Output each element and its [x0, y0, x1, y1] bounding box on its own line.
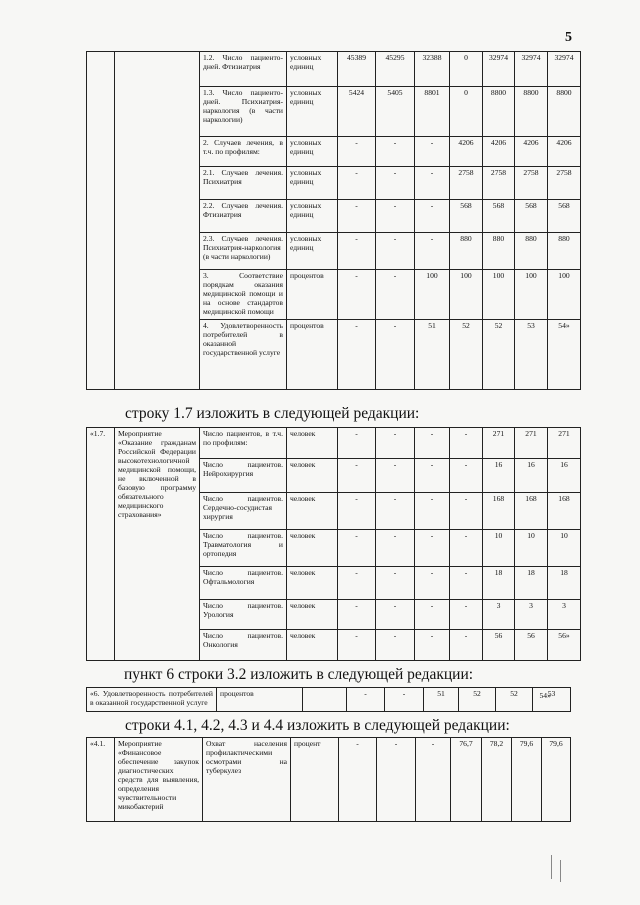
value-cell: -: [450, 428, 483, 459]
value-cell: 16: [483, 459, 515, 493]
value-cell: -: [338, 200, 376, 233]
value-cell: 4206: [515, 137, 548, 167]
value-cell: 271: [548, 428, 581, 459]
value-cell: 568: [548, 200, 581, 233]
value-cell: -: [347, 688, 385, 712]
value-cell: -: [415, 630, 450, 661]
value-cell: 168: [515, 493, 548, 530]
unit-cell: процентов: [217, 688, 303, 712]
value-cell: -: [376, 600, 415, 630]
value-cell: -: [338, 233, 376, 270]
row-3-2-item-6-table: «6. Удовлетворенность потребителей в оказанной государственной услуге процентов - - 51 52 52 53 54»: [86, 687, 571, 712]
indicators-table-continued: [86, 51, 581, 390]
value-cell: -: [450, 600, 483, 630]
value-cell: -: [338, 137, 376, 167]
page-number: 5: [565, 30, 572, 45]
event-name: Мероприятие «Финансовое обеспечение закупок диагностических средств для выявления, определения чувствительности микобактерий: [115, 738, 203, 822]
value-cell: 100: [450, 270, 483, 320]
value-cell: -: [338, 319, 376, 389]
value-cell: -: [415, 600, 450, 630]
value-cell: 880: [483, 233, 515, 270]
value-cell: 32974: [548, 52, 581, 87]
value-cell: 2758: [515, 167, 548, 200]
value-cell: -: [338, 630, 376, 661]
indicator-label: Число пациентов, в т.ч. по профилям:: [200, 428, 287, 459]
value-cell: 32388: [415, 52, 450, 87]
value-cell: -: [338, 530, 376, 567]
unit-cell: процентов: [287, 270, 338, 320]
value-cell: 0: [450, 52, 483, 87]
value-cell: -: [339, 738, 377, 822]
value-cell: -: [377, 738, 416, 822]
value-cell: -: [415, 530, 450, 567]
indicator-label: 2.3. Случаев лечения. Психиатрия-наркология (в части наркологии): [200, 233, 287, 270]
value-cell: 56: [515, 630, 548, 661]
value-cell: 53: [515, 319, 548, 389]
value-cell: -: [376, 630, 415, 661]
unit-cell: условных единиц: [287, 52, 338, 87]
value-cell: 45389: [338, 52, 376, 87]
value-cell: 10: [483, 530, 515, 567]
indicator-label: Число пациентов. Офтальмология: [200, 567, 287, 600]
value-cell: 4206: [483, 137, 515, 167]
value-cell: 45295: [376, 52, 415, 87]
value-cell: 2758: [483, 167, 515, 200]
value-cell: 271: [483, 428, 515, 459]
margin-mark: [551, 855, 552, 879]
event-name: Мероприятие «Оказание гражданам Российской Федерации высокотехнологичной медицинской помощи, не включенной в базовую программу обязательного медицинского страхования»: [115, 428, 200, 661]
value-cell: 56: [483, 630, 515, 661]
indicator-label: Число пациентов. Онкология: [200, 630, 287, 661]
value-cell: -: [415, 428, 450, 459]
value-cell: 4206: [548, 137, 581, 167]
unit-cell: человек: [287, 600, 338, 630]
value-cell: -: [376, 530, 415, 567]
rows-4-table: [86, 737, 571, 822]
unit-cell: человек: [287, 567, 338, 600]
value-cell: -: [376, 137, 415, 167]
value-cell: -: [338, 567, 376, 600]
value-cell: 568: [483, 200, 515, 233]
value-cell: 8800: [548, 87, 581, 137]
indicator-label: 2.1. Случаев лечения. Психиатрия: [200, 167, 287, 200]
unit-cell: человек: [287, 493, 338, 530]
value-cell: 5405: [376, 87, 415, 137]
value-cell: 3: [515, 600, 548, 630]
value-cell: 4206: [450, 137, 483, 167]
value-cell: 53: [533, 688, 571, 712]
value-cell: 100: [548, 270, 581, 320]
value-cell: 568: [450, 200, 483, 233]
value-cell: 32974: [515, 52, 548, 87]
indicator-label: Число пациентов. Сердечно-сосудистая хирургия: [200, 493, 287, 530]
value-cell: -: [376, 233, 415, 270]
value-cell: -: [415, 200, 450, 233]
value-cell: -: [376, 459, 415, 493]
value-cell: -: [376, 567, 415, 600]
value-cell: 0: [450, 87, 483, 137]
unit-cell: человек: [287, 530, 338, 567]
value-cell: 880: [515, 233, 548, 270]
row-number: «4.1.: [87, 738, 115, 822]
value-cell: 52: [450, 319, 483, 389]
value-cell: -: [376, 167, 415, 200]
value-cell: 16: [515, 459, 548, 493]
indicator-label: Охват населения профилактическими осмотрами на туберкулез: [203, 738, 291, 822]
value-cell: 8800: [483, 87, 515, 137]
indicator-label: 1.3. Число пациенто-дней. Психиатрия-наркология (в части наркологии): [200, 87, 287, 137]
heading-item-6-row-3-2: пункт 6 строки 3.2 изложить в следующей редакции:: [124, 666, 474, 683]
empty-cell: [115, 52, 200, 390]
indicator-label: 1.2. Число пациенто-дней. Фтизиатрия: [200, 52, 287, 87]
unit-cell: условных единиц: [287, 200, 338, 233]
value-cell: -: [450, 459, 483, 493]
value-cell: -: [376, 428, 415, 459]
value-cell: 168: [483, 493, 515, 530]
value-cell: -: [338, 428, 376, 459]
value-cell: -: [450, 630, 483, 661]
indicator-label: 2. Случаев лечения, в т.ч. по профилям:: [200, 137, 287, 167]
value-cell: 168: [548, 493, 581, 530]
value-cell: -: [450, 530, 483, 567]
value-cell: 10: [548, 530, 581, 567]
row-1-7-table: [86, 427, 581, 661]
value-cell: -: [416, 738, 451, 822]
unit-cell: человек: [287, 630, 338, 661]
value-cell: 3: [548, 600, 581, 630]
value-cell: 51: [415, 319, 450, 389]
value-cell: 880: [548, 233, 581, 270]
indicator-label: 4. Удовлетворенность потребителей в оказанной государственной услуге: [200, 319, 287, 389]
unit-cell: процентов: [287, 319, 338, 389]
value-cell: 52: [496, 688, 533, 712]
value-cell: 8801: [415, 87, 450, 137]
value-cell: -: [450, 493, 483, 530]
value-cell: -: [415, 233, 450, 270]
value-cell: -: [415, 167, 450, 200]
value-cell: -: [450, 567, 483, 600]
value-cell: -: [338, 493, 376, 530]
heading-rows-4-1-to-4-4: строки 4.1, 4.2, 4.3 и 4.4 изложить в следующей редакции:: [125, 717, 510, 734]
value-cell: -: [415, 459, 450, 493]
indicator-label: 2.2. Случаев лечения. Фтизиатрия: [200, 200, 287, 233]
value-cell: 271: [515, 428, 548, 459]
value-cell: -: [376, 270, 415, 320]
value-cell: 78,2: [482, 738, 512, 822]
indicator-label: 3. Соответствие порядкам оказания медицинской помощи и на основе стандартов медицинской помощи: [200, 270, 287, 320]
value-cell: 51: [424, 688, 459, 712]
value-cell: 5424: [338, 87, 376, 137]
value-cell: 880: [450, 233, 483, 270]
margin-mark: [560, 860, 561, 882]
value-cell: 76,7: [451, 738, 482, 822]
value-cell: 52: [459, 688, 496, 712]
value-cell: 18: [548, 567, 581, 600]
empty-cell: [303, 688, 347, 712]
value-cell: 32974: [483, 52, 515, 87]
indicator-label: Число пациентов. Нейрохирургия: [200, 459, 287, 493]
value-cell: 18: [483, 567, 515, 600]
unit-cell: процент: [291, 738, 339, 822]
value-cell: -: [376, 493, 415, 530]
unit-cell: условных единиц: [287, 137, 338, 167]
unit-cell: условных единиц: [287, 87, 338, 137]
value-cell: 8800: [515, 87, 548, 137]
unit-cell: условных единиц: [287, 167, 338, 200]
value-cell: 54»: [548, 319, 581, 389]
heading-row-1-7: строку 1.7 изложить в следующей редакции:: [125, 405, 420, 422]
value-cell: 79,6: [512, 738, 542, 822]
value-cell: -: [415, 137, 450, 167]
unit-cell: условных единиц: [287, 233, 338, 270]
unit-cell: человек: [287, 428, 338, 459]
value-cell: 52: [483, 319, 515, 389]
value-cell: -: [415, 493, 450, 530]
value-cell: -: [415, 567, 450, 600]
indicator-label: «6. Удовлетворенность потребителей в оказанной государственной услуге: [87, 688, 217, 712]
value-cell: -: [338, 600, 376, 630]
value-cell: -: [385, 688, 424, 712]
value-cell: -: [338, 459, 376, 493]
value-cell: 100: [415, 270, 450, 320]
table-row: [87, 52, 581, 87]
value-cell: 56»: [548, 630, 581, 661]
value-cell: 100: [483, 270, 515, 320]
value-cell: 3: [483, 600, 515, 630]
indicator-label: Число пациентов. Травматология и ортопедия: [200, 530, 287, 567]
value-cell: 2758: [450, 167, 483, 200]
unit-cell: человек: [287, 459, 338, 493]
table-row: [87, 428, 581, 459]
value-cell: 100: [515, 270, 548, 320]
value-cell: 79,6: [542, 738, 571, 822]
value-cell: -: [376, 319, 415, 389]
value-cell: -: [376, 200, 415, 233]
value-cell: -: [338, 167, 376, 200]
value-cell: 2758: [548, 167, 581, 200]
value-cell: 18: [515, 567, 548, 600]
value-cell: 10: [515, 530, 548, 567]
indicator-label: Число пациентов. Урология: [200, 600, 287, 630]
row-number: «1.7.: [87, 428, 115, 661]
value-cell: 568: [515, 200, 548, 233]
value-cell: 16: [548, 459, 581, 493]
empty-cell: [87, 52, 115, 390]
value-cell: -: [338, 270, 376, 320]
